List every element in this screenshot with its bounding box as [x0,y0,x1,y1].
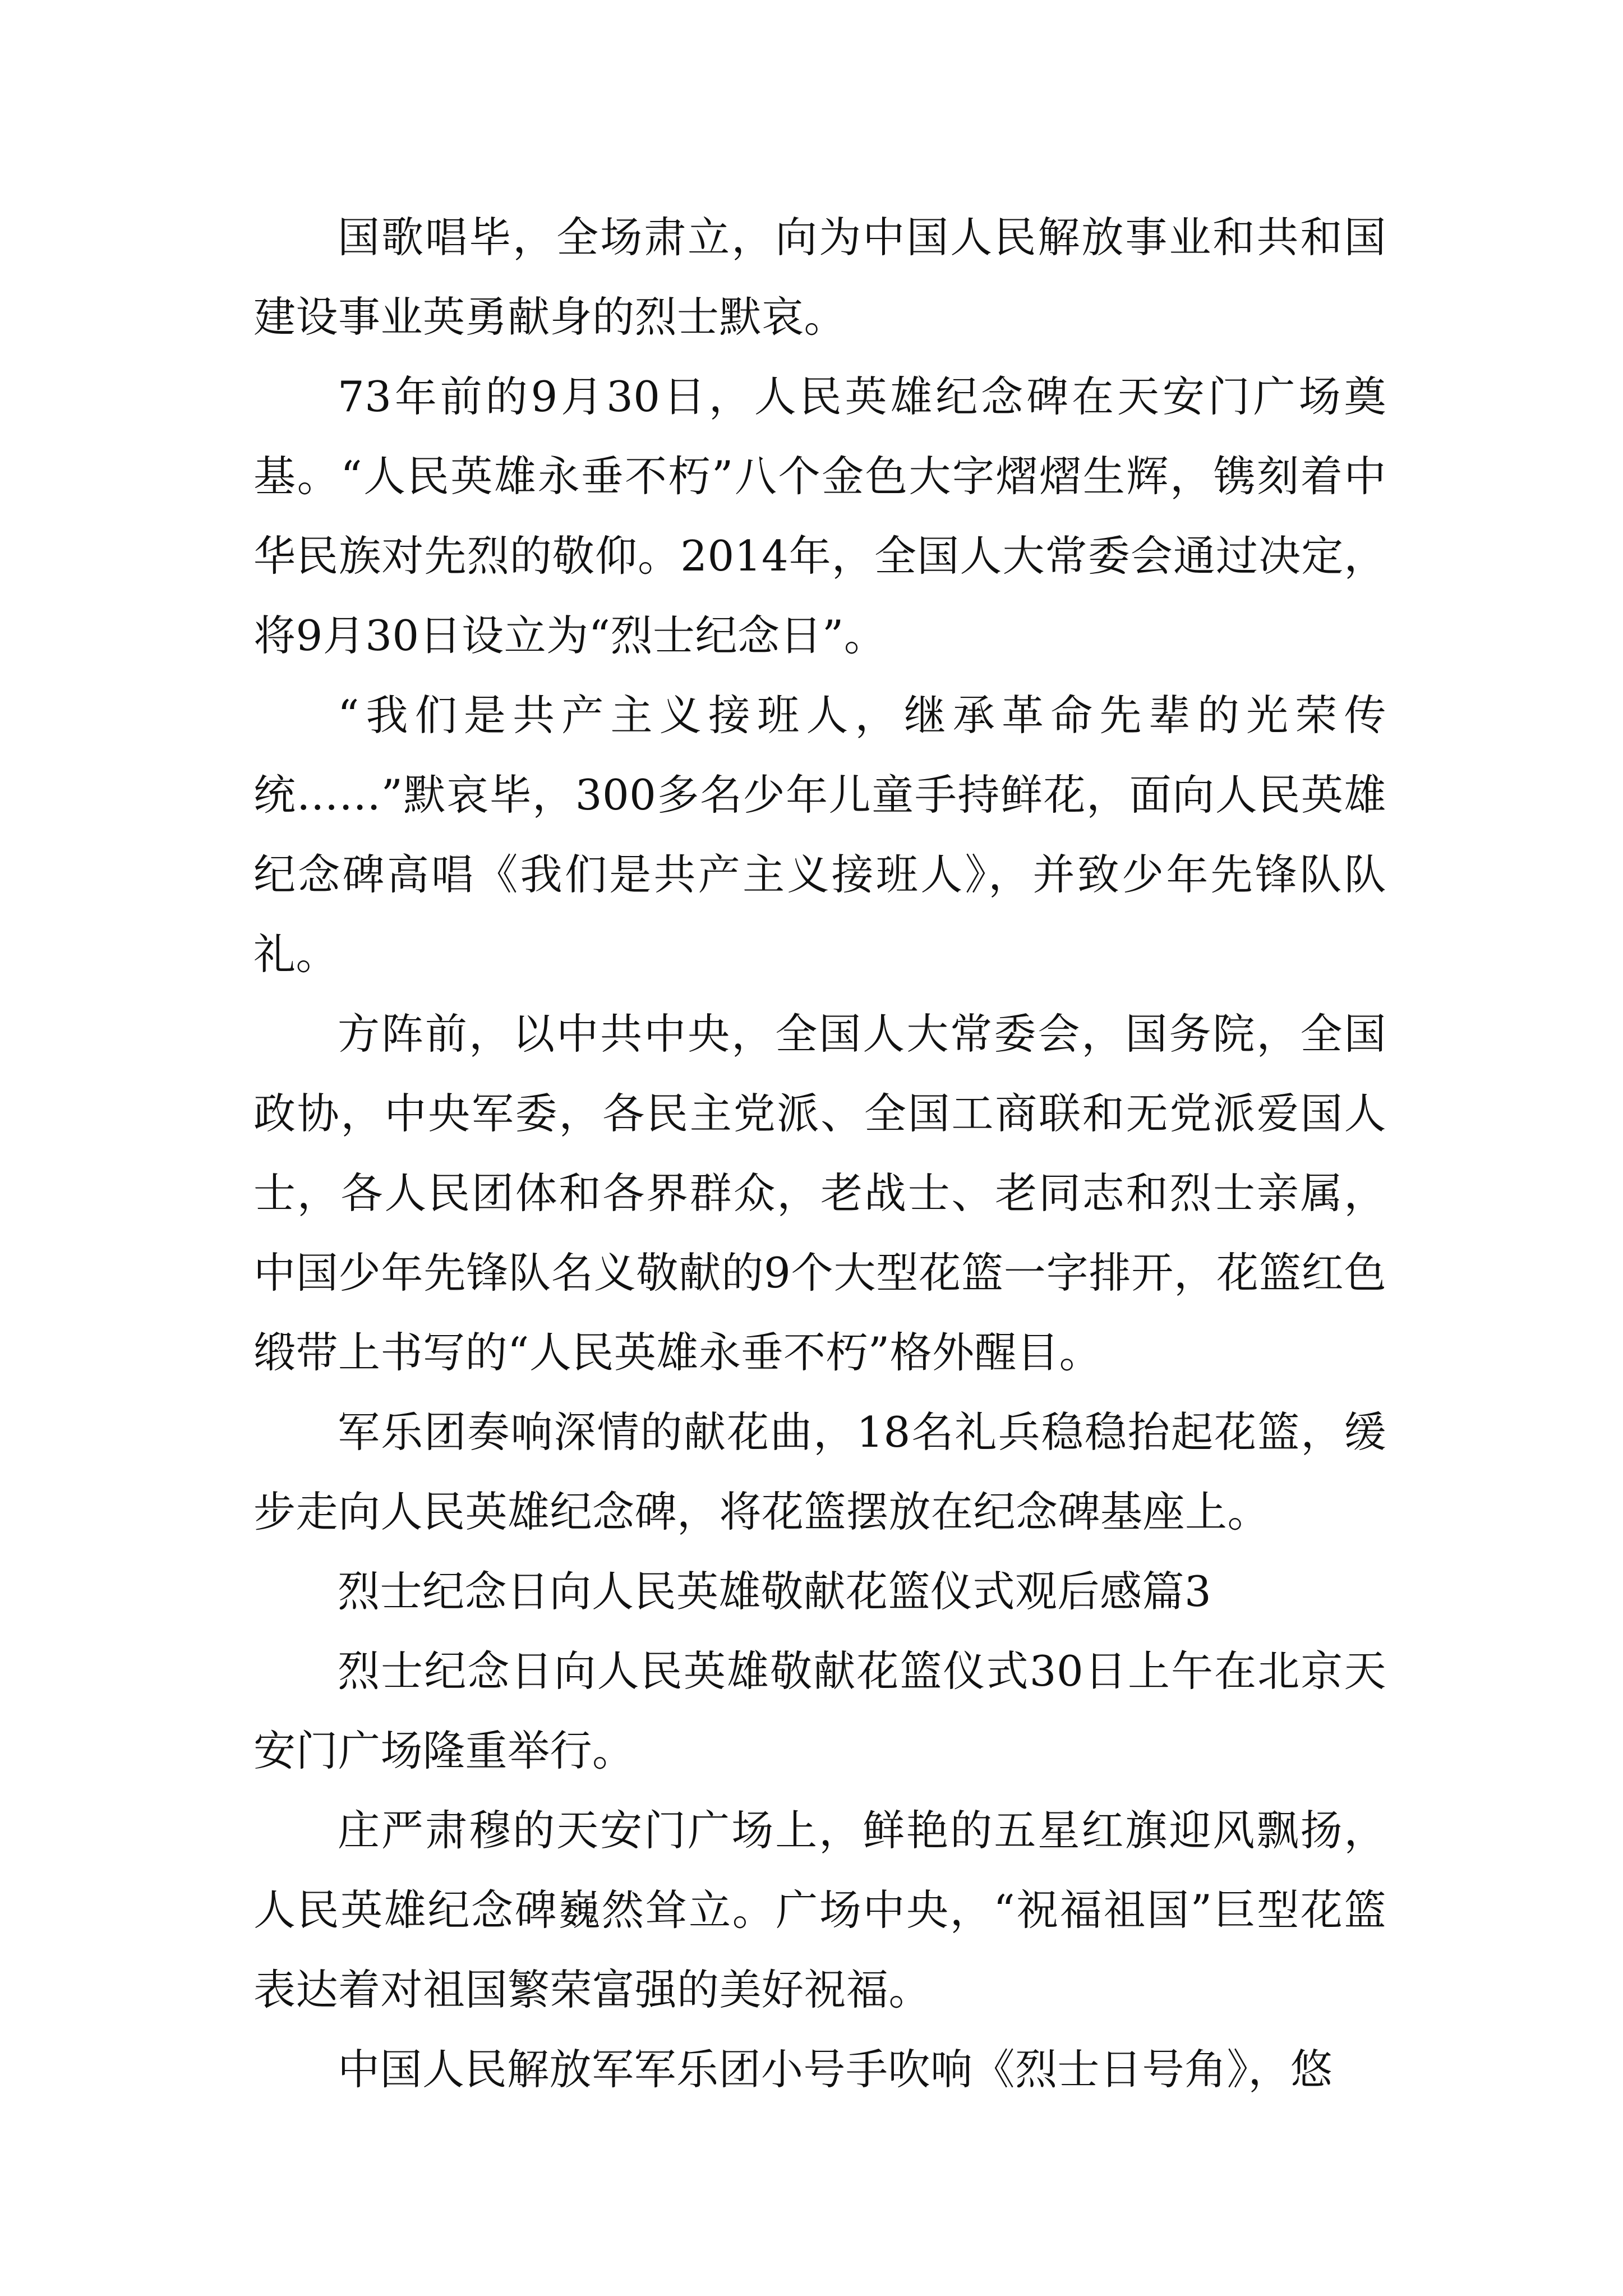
paragraph-ceremony-held: 烈士纪念日向人民英雄敬献花篮仪式30日上午在北京天安门广场隆重举行。 [253,1646,1386,1775]
paragraph-bugle-call: 中国人民解放军军乐团小号手吹响《烈士日号角》，悠 [338,2045,1333,2094]
paragraph-monument-history: 73年前的9月30日，人民英雄纪念碑在天安门广场奠基。“人民英雄永垂不朽”八个金色大字熠熠生辉，镌刻着中华民族对先烈的敬仰。2014年，全国人大常委会通过决定，将9月30日设立为“烈士纪念日”。 [253,372,1386,660]
paragraph-children-song: “我们是共产主义接班人，继承革命先辈的光荣传统……”默哀毕，300多名少年儿童手持鲜花，面向人民英雄纪念碑高唱《我们是共产主义接班人》，并致少年先锋队队礼。 [253,691,1386,979]
document-body [253,197,1386,2109]
paragraph-flower-baskets: 方阵前，以中共中央，全国人大常委会，国务院，全国政协，中央军委，各民主党派、全国工商联和无党派爱国人士，各人民团体和各界群众，老战士、老同志和烈士亲属，中国少年先锋队名义敬献的9个大型花篮一字排开，花篮红色缎带上书写的“人民英雄永垂不朽”格外醒目。 [253,1009,1386,1377]
section-heading: 烈士纪念日向人民英雄敬献花篮仪式观后感篇3 [338,1567,1212,1616]
paragraph-honor-guards: 军乐团奏响深情的献花曲，18名礼兵稳稳抬起花篮，缓步走向人民英雄纪念碑，将花篮摆放在纪念碑基座上。 [253,1407,1386,1536]
paragraph-square-scene: 庄严肃穆的天安门广场上，鲜艳的五星红旗迎风飘扬，人民英雄纪念碑巍然耸立。广场中央，“祝福祖国”巨型花篮表达着对祖国繁荣富强的美好祝福。 [253,1806,1386,2014]
paragraph-anthem-silence: 国歌唱毕，全场肃立，向为中国人民解放事业和共和国建设事业英勇献身的烈士默哀。 [253,213,1386,342]
